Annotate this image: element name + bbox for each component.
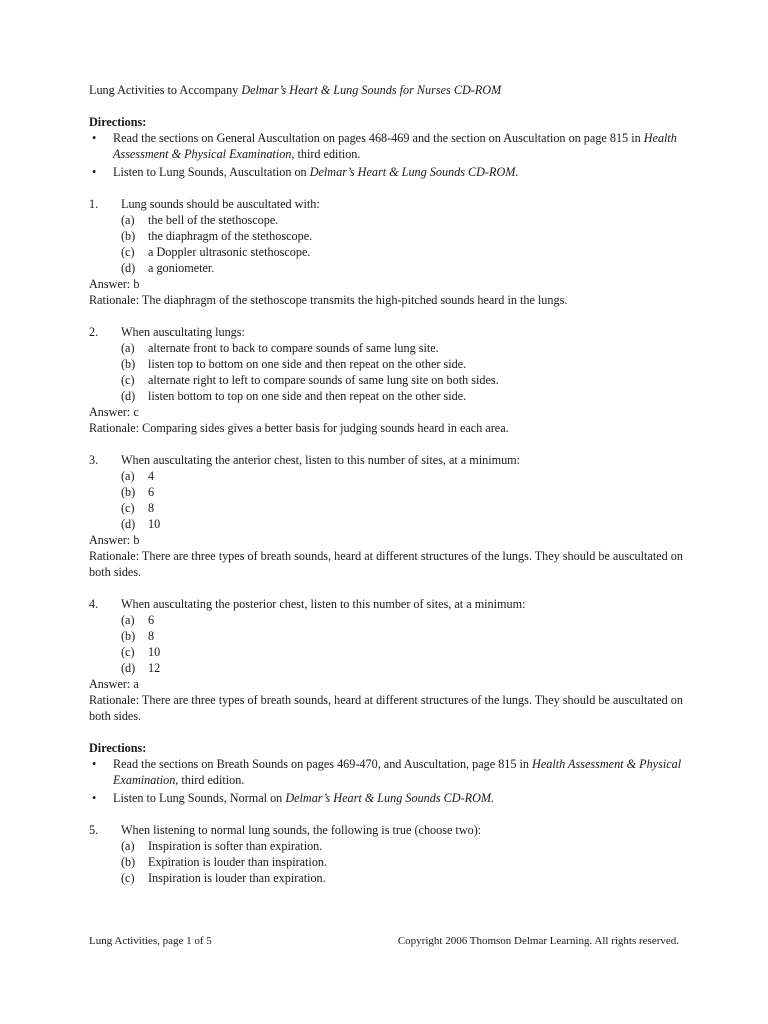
directions-item: • Read the sections on Breath Sounds on pages 469-470, and Auscultation, page 815 in Health Assessment & Physical Examination, third edition. — [92, 757, 682, 787]
answer-option: (a) alternate front to back to compare sounds of same lung site. — [121, 341, 439, 355]
question-number: 4. — [89, 597, 99, 611]
answer-option: (c) 10 — [121, 645, 161, 659]
directions-item: • Listen to Lung Sounds, Normal on Delmar’s Heart & Lung Sounds CD-ROM. — [92, 791, 495, 805]
answer-option: (c) Inspiration is louder than expiration. — [121, 871, 326, 885]
bullet-icon: • — [92, 757, 97, 771]
question-2 — [89, 324, 689, 436]
answer-option: (a) 4 — [121, 469, 155, 483]
rationale: Rationale: There are three types of breath sounds, heard at different structures of the lungs. They should be auscultated on both sides. — [89, 549, 683, 579]
question-1 — [89, 196, 689, 308]
answer-option: (d) listen bottom to top on one side and then repeat on the other side. — [121, 389, 467, 403]
directions-item: • Read the sections on General Auscultation on pages 468-469 and the section on Auscultation on page 815 in Health Assessment & Physical Examination, third edition. — [92, 131, 677, 161]
rationale: Rationale: The diaphragm of the stethoscope transmits the high-pitched sounds heard in the lungs. — [89, 293, 568, 307]
answer-option: (b) 6 — [121, 485, 155, 499]
question-stem — [89, 324, 689, 340]
bullet-icon: • — [92, 165, 97, 179]
answer-option: (a) the bell of the stethoscope. — [121, 213, 279, 227]
answer-option: (c) a Doppler ultrasonic stethoscope. — [121, 245, 311, 259]
directions-heading: Directions: — [89, 741, 147, 755]
answer-option: (b) 8 — [121, 629, 155, 643]
question-text: When listening to normal lung sounds, the following is true (choose two): — [121, 823, 482, 837]
question-text: Lung sounds should be auscultated with: — [121, 197, 320, 211]
copyright-notice: Copyright 2006 Thomson Delmar Learning. All rights reserved. — [397, 935, 679, 947]
question-3 — [89, 452, 689, 580]
question-stem — [89, 596, 689, 612]
directions-heading: Directions: — [89, 115, 147, 129]
question-stem — [89, 452, 689, 468]
question-number: 5. — [89, 823, 99, 837]
question-number: 1. — [89, 197, 99, 211]
directions-list — [89, 130, 689, 180]
answer-option: (c) 8 — [121, 501, 155, 515]
answer-key: Answer: b — [89, 533, 140, 547]
rationale: Rationale: There are three types of breath sounds, heard at different structures of the lungs. They should be auscultated on both sides. — [89, 693, 683, 723]
question-text: When auscultating the anterior chest, listen to this number of sites, at a minimum: — [121, 453, 521, 467]
answer-option: (d) 12 — [121, 661, 161, 675]
question-4 — [89, 596, 689, 724]
directions-item: • Listen to Lung Sounds, Auscultation on Delmar’s Heart & Lung Sounds CD-ROM. — [92, 165, 519, 179]
question-stem — [89, 822, 689, 838]
bullet-icon: • — [92, 791, 97, 805]
directions-list — [89, 756, 689, 806]
answer-option: (c) alternate right to left to compare sounds of same lung site on both sides. — [121, 373, 499, 387]
answer-key: Answer: b — [89, 277, 140, 291]
question-text: When auscultating the posterior chest, listen to this number of sites, at a minimum: — [121, 597, 526, 611]
answer-option: (b) listen top to bottom on one side and then repeat on the other side. — [121, 357, 467, 371]
question-stem — [89, 196, 689, 212]
rationale: Rationale: Comparing sides gives a better basis for judging sounds heard in each area. — [89, 421, 509, 435]
document-title: Lung Activities to Accompany Delmar’s Heart & Lung Sounds for Nurses CD-ROM — [89, 83, 502, 97]
bullet-icon: • — [92, 131, 97, 145]
answer-option: (b) the diaphragm of the stethoscope. — [121, 229, 313, 243]
answer-key: Answer: c — [89, 405, 139, 419]
answer-option: (b) Expiration is louder than inspiration. — [121, 855, 328, 869]
answer-option: (a) Inspiration is softer than expiration. — [121, 839, 323, 853]
answer-key: Answer: a — [89, 677, 139, 691]
answer-option: (a) 6 — [121, 613, 155, 627]
answer-option: (d) a goniometer. — [121, 261, 215, 275]
question-number: 3. — [89, 453, 99, 467]
document-body — [89, 82, 689, 902]
answer-option: (d) 10 — [121, 517, 161, 531]
page-number: Lung Activities, page 1 of 5 — [89, 935, 212, 947]
question-number: 2. — [89, 325, 99, 339]
question-5 — [89, 822, 689, 886]
question-text: When auscultating lungs: — [121, 325, 245, 339]
